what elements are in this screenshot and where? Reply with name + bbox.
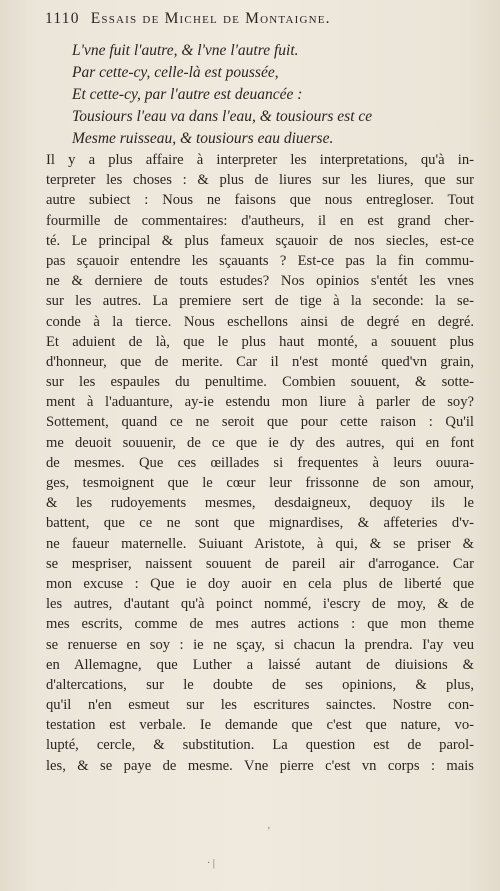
text-line: en Allemagne, que Luther a laissé autant de diuisions & (46, 656, 474, 673)
text-line: de mesmes. Que ces œillades si frequentes à leurs ouura- (46, 454, 474, 471)
ink-speck: ' (268, 826, 270, 837)
body-paragraph (46, 150, 474, 776)
verse-line: Et cette-cy, par l'autre est deuancée : (72, 86, 303, 103)
text-line: ment à l'aduanture, ay-ie estendu mon liure à parler de soy? (46, 394, 474, 411)
running-title: Essais de Michel de Montaigne. (90, 10, 331, 27)
text-line: sur les espaules du penultime. Combien souuent, & sotte- (46, 374, 474, 391)
text-line: mes escrits, comme de mes autres actions : que mon theme (46, 616, 474, 633)
text-line: ne & derniere de touts estudes? Nos opinios s'entét les vnes (46, 273, 474, 290)
text-line: ges, tesmoignent que le cœur leur frissonne de son amour, (46, 475, 474, 491)
text-line: Et aduient de là, que le plus haut monté, a souuent plus (46, 333, 474, 350)
text-line: d'altercations, sur le doubte de ses opinions, & plus, (46, 676, 474, 693)
text-line: lupté, cercle, & substitution. La question est de parol- (46, 737, 474, 754)
verse-line: Mesme ruisseau, & tousiours eau diuerse. (72, 130, 334, 147)
text-line: & les rudoyements mesmes, desdaigneux, dequoy ils le (46, 495, 474, 512)
running-header (45, 10, 465, 28)
text-line: mon excuse : Que ie doy auoir en cela plus de liberté que (46, 575, 474, 592)
text-line: té. Le principal & plus fameux sçauoir de nos siecles, est-ce (46, 232, 474, 249)
text-line: me deuoit souuenir, de ce que ie dy des autres, qui en font (46, 434, 474, 451)
text-line: d'honneur, que de merite. Car il n'est monté qued'vn grain, (46, 353, 474, 370)
text-line: conde à la tierce. Nous eschellons ainsi de degré en degré. (46, 313, 474, 330)
verse-line: L'vne fuit l'autre, & l'vne l'autre fuit. (72, 42, 299, 59)
text-line: testation est verbale. Ie demande que c'est que nature, vo- (46, 717, 474, 734)
text-line: Il y a plus affaire à interpreter les interpretations, qu'à in- (46, 152, 474, 168)
text-line: les, & se paye de mesme. Vne pierre c'est vn corps : mais (46, 757, 474, 774)
page-number: 1110 (45, 10, 80, 27)
text-line: fourmille de commentaires: d'autheurs, il en est grand cher- (46, 212, 474, 229)
verse-line: Par cette-cy, celle-là est poussée, (72, 64, 279, 81)
text-line: terpreter les choses : & plus de liures sur les liures, que sur (46, 172, 474, 189)
text-line: autre subiect : Nous ne faisons que nous entregloser. Tout (46, 192, 474, 209)
text-line: les autres, d'autant qu'à poinct nommé, i'escry de moy, & de (46, 596, 474, 613)
text-line: Sottement, quand ce ne seroit que pour cette raison : Qu'il (46, 414, 474, 431)
text-line: ne faueur maternelle. Suiuant Aristote, à qui, & se priser & (46, 535, 474, 552)
verse-quotation (72, 40, 472, 150)
text-line: battent, que ce ne sont que mignardises, & affeteries d'v- (46, 515, 474, 532)
text-line: sur les autres. La premiere sert de tige à la seconde: la se- (46, 293, 474, 310)
text-line: se renuerse en soy : ie ne sçay, si chacun la prendra. I'ay veu (46, 636, 474, 653)
text-line: se mespriser, naissent souuent de pareil air d'arrogance. Car (46, 555, 474, 572)
verse-line: Tousiours l'eau va dans l'eau, & tousiours est ce (72, 108, 373, 125)
ink-speck: · | (207, 858, 215, 869)
text-line: pas sçauoir entendre les sçauants ? Est-ce pas la fin commu- (46, 252, 474, 269)
text-line: qu'il n'en esmeut sur les escritures sainctes. Nostre con- (46, 697, 474, 714)
